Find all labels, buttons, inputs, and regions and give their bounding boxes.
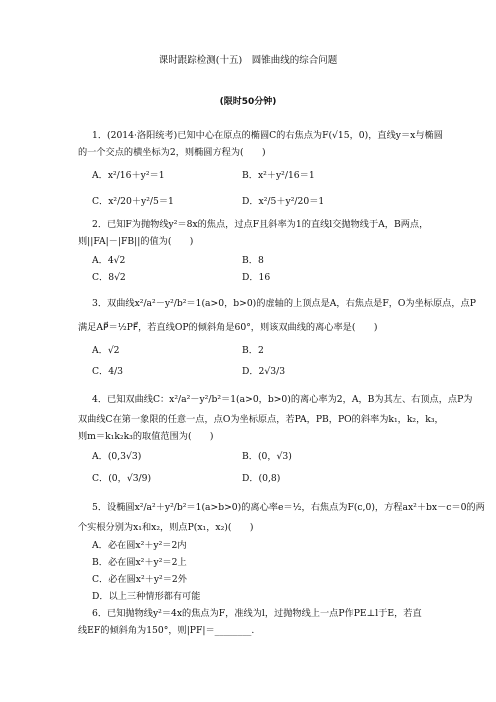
- question-2-option-b: B．8: [242, 255, 264, 266]
- question-1-line-2: 的一个交点的横坐标为2，则椭圆方程为( ): [78, 147, 266, 158]
- question-2-line-1: 2．已知F为抛物线y²＝8x的焦点，过点F且斜率为1的直线l交抛物线于A，B两点，: [92, 219, 429, 230]
- question-3-option-b: B．2: [242, 345, 264, 356]
- question-1-option-b: B．x²＋y²/16＝1: [242, 170, 315, 181]
- question-3-option-a: A．√2: [92, 345, 120, 356]
- question-6-line-1: 6．已知抛物线y²＝4x的焦点为F，准线为l，过抛物线上一点P作PE⊥l于E，若直: [92, 608, 422, 619]
- question-1-option-d: D．x²/5＋y²/20＝1: [242, 196, 325, 207]
- time-limit-note: (限时50分钟): [219, 97, 277, 107]
- question-4-option-c: C．(0，√3/9): [92, 473, 152, 484]
- question-5-option-c: C．必在圆x²＋y²＝2外: [92, 574, 187, 585]
- question-4-option-d: D．(0,8): [242, 473, 281, 484]
- question-4-option-b: B．(0，√3): [242, 451, 292, 462]
- question-4-option-a: A．(0,3√3): [92, 451, 142, 462]
- question-5-option-a: A．必在圆x²＋y²＝2内: [92, 540, 187, 551]
- question-4-line-1: 4．已知双曲线C：x²/a²－y²/b²＝1(a>0，b>0)的离心率为2，A，B为其左、右顶点，点P为: [92, 394, 473, 405]
- question-5-option-d: D．以上三种情形都有可能: [92, 591, 201, 602]
- question-4-line-3: 则m＝k₁k₂k₃的取值范围为( ): [78, 431, 214, 442]
- question-3-option-c: C．4/3: [92, 366, 124, 377]
- question-2-line-2: 则||FA|－|FB||的值为( ): [78, 236, 194, 247]
- question-5-option-b: B．必在圆x²＋y²＝2上: [92, 557, 187, 568]
- question-3-option-d: D．2√3/3: [242, 366, 286, 377]
- question-6-line-2: 线EF的倾斜角为150°，则|PF|＝________.: [78, 625, 255, 636]
- page-title: 课时跟踪检测(十五) 圆锥曲线的综合问题: [158, 55, 338, 66]
- question-1-option-a: A．x²/16＋y²＝1: [92, 170, 165, 181]
- question-1-option-c: C．x²/20＋y²/5＝1: [92, 196, 174, 207]
- question-2-option-d: D．16: [242, 272, 271, 283]
- question-1-line-1: 1．(2014·洛阳统考)已知中心在原点的椭圆C的右焦点为F(√15，0)，直线y＝x与椭圆: [92, 130, 443, 141]
- question-3-line-1: 3．双曲线x²/a²－y²/b²＝1(a>0，b>0)的虚轴的上顶点是A，右焦点是F，O为坐标原点，点P: [92, 298, 476, 309]
- question-2-option-a: A．4√2: [92, 255, 126, 266]
- question-2-option-c: C．8√2: [92, 272, 126, 283]
- question-3-line-2: 满足AP⃗＝½PF⃗，若直线OP的倾斜角是60°，则该双曲线的离心率是( ): [78, 322, 378, 333]
- question-4-line-2: 双曲线C在第一象限的任意一点，点O为坐标原点，若PA，PB，PO的斜率为k₁，k₂，k₃，: [78, 414, 444, 425]
- question-5-line-2: 个实根分别为x₁和x₂，则点P(x₁，x₂)( ): [78, 522, 254, 533]
- question-5-line-1: 5．设椭圆x²/a²＋y²/b²＝1(a>b>0)的离心率e＝½，右焦点为F(c,0)，方程ax²＋bx－c＝0的两: [92, 502, 485, 513]
